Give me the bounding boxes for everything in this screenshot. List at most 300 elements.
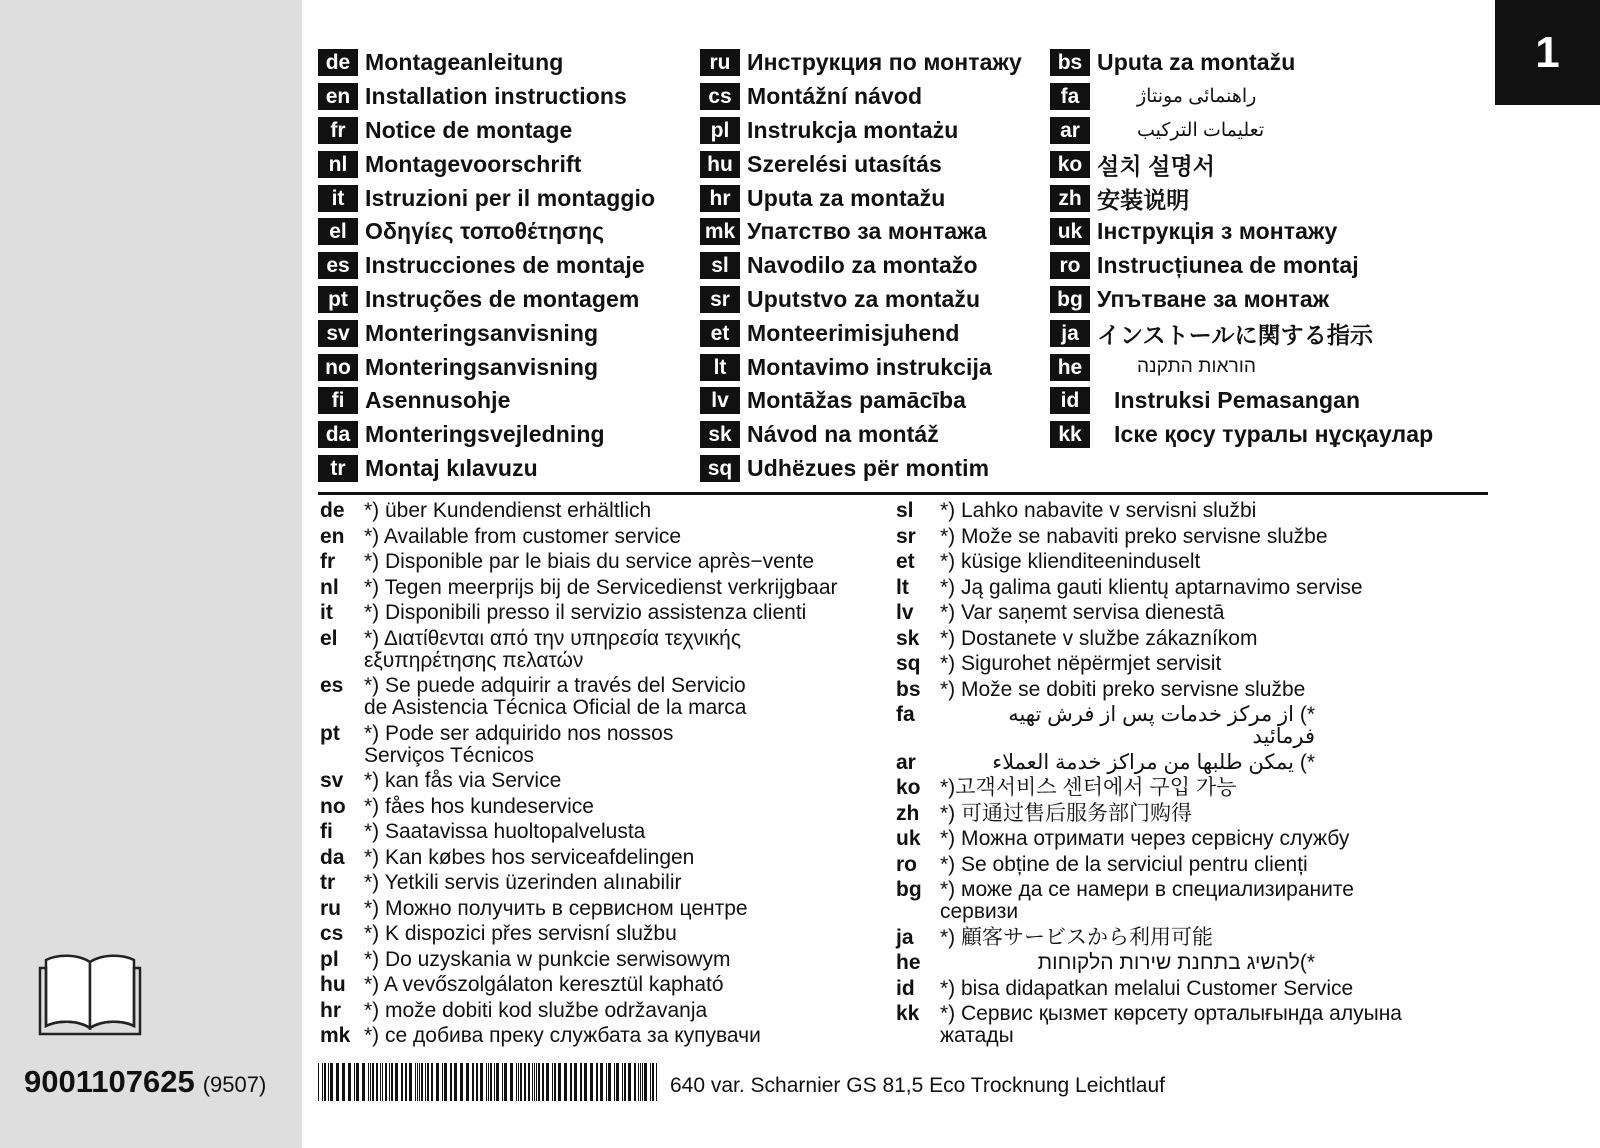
note-text: *) Se obține de la serviciul pentru clienți: [940, 852, 1308, 876]
language-code-badge: pl: [700, 117, 740, 144]
note-language-code: bs: [896, 677, 921, 701]
barcode-bar: [596, 1063, 598, 1101]
barcode-bar: [640, 1063, 641, 1101]
barcode-bar: [401, 1063, 403, 1101]
barcode-bar: [628, 1063, 631, 1101]
language-code-badge: ro: [1050, 252, 1090, 279]
language-entry-id: [1050, 384, 1433, 418]
language-entry-ja: [1050, 316, 1433, 350]
language-code-badge: it: [318, 185, 358, 212]
note-language-code: en: [320, 524, 345, 548]
note-text: *) Dostanete v službe zákazníkom: [940, 626, 1258, 650]
barcode-bar: [642, 1063, 643, 1101]
language-entry-zh: [1050, 181, 1433, 215]
part-number-value: 9001107625: [24, 1064, 195, 1099]
note-language-code: ru: [320, 896, 341, 920]
service-note-cs: [320, 923, 838, 945]
language-code-badge: no: [318, 354, 358, 381]
language-code-badge: ko: [1050, 151, 1090, 178]
language-title: Іске қосу туралы нұсқаулар: [1114, 421, 1434, 448]
note-text: *)고객서비스 센터에서 구입 가능: [940, 776, 1237, 799]
language-entry-ar: [1050, 114, 1433, 148]
barcode-bar: [524, 1063, 526, 1101]
service-note-et: [896, 551, 1402, 573]
barcode-bar: [538, 1063, 540, 1101]
language-code-badge: ja: [1050, 320, 1090, 347]
language-code-badge: sq: [700, 455, 740, 482]
barcode-bar: [480, 1063, 483, 1101]
language-code-badge: en: [318, 83, 358, 110]
note-language-code: da: [320, 845, 345, 869]
note-text: *) Available from customer service: [364, 524, 682, 548]
barcode-bar: [502, 1063, 503, 1101]
barcode-bar: [510, 1063, 513, 1101]
language-code-badge: hr: [700, 185, 740, 212]
language-entry-es: [318, 249, 655, 283]
note-text: *) Var saņemt servisa dienestā: [940, 601, 1225, 624]
service-note-id: [896, 978, 1402, 1000]
language-code-badge: da: [318, 421, 358, 448]
service-note-lv: [896, 602, 1402, 624]
barcode-bar: [614, 1063, 615, 1101]
note-language-code: pt: [320, 721, 340, 745]
language-code-badge: lv: [700, 387, 740, 414]
service-note-hu: [320, 974, 838, 996]
note-text: *) може да се намери в специализираните сервизи: [940, 878, 1354, 923]
barcode-bar: [552, 1063, 553, 1101]
language-code-badge: et: [700, 320, 740, 347]
note-text: *) küsige klienditeeninduselt: [940, 550, 1201, 573]
language-title: Udhëzues për montim: [747, 454, 990, 481]
note-language-code: nl: [320, 575, 339, 599]
service-notes-column-2: [896, 500, 1402, 1051]
language-title: Montāžas pamācība: [747, 387, 966, 414]
note-text: *) Sigurohet nëpërmjet servisit: [940, 652, 1222, 675]
language-code-badge: cs: [700, 83, 740, 110]
service-note-pt: [320, 723, 838, 767]
barcode-bar: [370, 1063, 371, 1101]
language-code-badge: mk: [700, 218, 740, 245]
service-note-ja: [896, 927, 1402, 949]
barcode-bar: [644, 1063, 647, 1101]
language-title: Istruzioni per il montaggio: [365, 184, 656, 211]
language-title: Instrucțiunea de montaj: [1097, 252, 1359, 279]
language-title: Упътване за монтаж: [1097, 285, 1330, 312]
note-text: *) Lahko nabavite v servisni službi: [940, 499, 1257, 522]
open-book-icon: [38, 952, 142, 1036]
note-text: *) Pode ser adquirido nos nossos Serviços Técnicos: [364, 721, 674, 767]
language-title: Monteerimisjuhend: [747, 319, 960, 346]
language-entry-sq: [700, 452, 1022, 486]
language-entry-uk: [1050, 215, 1433, 249]
note-text: *) се добива преку службата за купувачи: [364, 1024, 761, 1047]
language-title: 설치 설명서: [1097, 152, 1216, 179]
language-code-badge: ar: [1050, 117, 1090, 144]
note-text: *) Yetkili servis üzerinden alınabilir: [364, 871, 682, 894]
note-text: *) 顧客サービスから利用可能: [940, 925, 1213, 949]
note-text: *) Disponibili presso il servizio assistenza clienti: [364, 601, 807, 624]
note-language-code: ko: [896, 776, 921, 799]
language-entry-kk: [1050, 418, 1433, 452]
barcode-bar: [450, 1063, 452, 1101]
note-language-code: id: [896, 976, 915, 1000]
barcode-bar: [580, 1063, 582, 1101]
note-language-code: sk: [896, 626, 920, 650]
barcode-bar: [496, 1063, 499, 1101]
barcode-bar: [356, 1063, 359, 1101]
language-title: インストールに関する指示: [1097, 321, 1374, 348]
barcode-bar: [606, 1063, 607, 1101]
note-language-code: hr: [320, 998, 341, 1022]
note-language-code: sv: [320, 769, 344, 792]
note-text: *) über Kundendienst erhältlich: [364, 499, 652, 522]
barcode-bar: [431, 1063, 433, 1101]
barcode-bar: [634, 1063, 636, 1101]
note-text: *) Disponible par le biais du service après−vente: [364, 550, 814, 573]
language-title: Monteringsanvisning: [365, 353, 599, 380]
language-entry-he: [1050, 350, 1433, 384]
language-entry-pl: [700, 114, 1022, 148]
language-code-badge: sv: [318, 320, 358, 347]
note-language-code: lt: [896, 575, 909, 599]
note-text: *) Можна отримати через сервісну службу: [940, 827, 1350, 850]
language-entry-hr: [700, 181, 1022, 215]
barcode-bar: [488, 1063, 489, 1101]
note-language-code: sq: [896, 652, 921, 675]
service-note-kk: [896, 1003, 1402, 1047]
barcode: [318, 1063, 660, 1101]
language-titles-column-3: [1050, 46, 1433, 452]
service-note-nl: [320, 577, 838, 599]
service-note-tr: [320, 872, 838, 894]
language-entry-ru: [700, 46, 1022, 80]
language-entry-cs: [700, 80, 1022, 114]
note-language-code: he: [896, 951, 921, 974]
note-language-code: zh: [896, 801, 920, 825]
service-note-zh: [896, 803, 1402, 825]
part-number: [24, 1064, 266, 1100]
barcode-bar: [421, 1063, 423, 1101]
language-code-badge: de: [318, 49, 358, 76]
language-entry-pt: [318, 283, 655, 317]
barcode-bar: [348, 1063, 351, 1101]
barcode-bar: [336, 1063, 339, 1101]
language-code-badge: zh: [1050, 185, 1090, 212]
language-title: הוראות התקנה: [1137, 356, 1257, 378]
language-entry-tr: [318, 452, 655, 486]
language-title: Szerelési utasítás: [747, 150, 942, 177]
barcode-bar: [608, 1063, 611, 1101]
language-title: Інструкція з монтажу: [1097, 218, 1338, 245]
language-entry-bs: [1050, 46, 1433, 80]
barcode-bar: [368, 1063, 369, 1101]
service-note-he: [896, 952, 1402, 974]
note-language-code: ro: [896, 852, 917, 876]
language-entry-ko: [1050, 147, 1433, 181]
note-text: *) Можно получить в сервисном центре: [364, 896, 748, 920]
note-language-code: cs: [320, 922, 344, 945]
language-title: Montagevoorschrift: [365, 150, 582, 177]
page-number-tab: 1: [1495, 0, 1600, 105]
barcode-bar: [324, 1063, 326, 1101]
barcode-bar: [570, 1063, 572, 1101]
language-title: Návod na montáž: [747, 421, 939, 448]
note-language-code: no: [320, 794, 346, 818]
language-title: Monteringsanvisning: [365, 319, 599, 346]
note-language-code: fa: [896, 703, 915, 726]
barcode-bar: [534, 1063, 535, 1101]
language-code-badge: el: [318, 218, 358, 245]
language-code-badge: id: [1050, 387, 1090, 414]
language-entry-el: [318, 215, 655, 249]
language-entry-lv: [700, 384, 1022, 418]
language-title: Uputa za montažu: [747, 184, 946, 211]
language-title: Uputa za montažu: [1097, 49, 1296, 76]
language-title: Monteringsvejledning: [365, 421, 605, 448]
language-title: Uputstvo za montažu: [747, 285, 981, 312]
language-code-badge: tr: [318, 455, 358, 482]
barcode-bar: [532, 1063, 533, 1101]
barcode-bar: [600, 1063, 603, 1101]
note-language-code: mk: [320, 1024, 351, 1047]
barcode-bar: [656, 1063, 657, 1101]
barcode-bar: [328, 1063, 329, 1101]
service-note-pl: [320, 949, 838, 971]
note-language-code: de: [320, 499, 345, 522]
barcode-bar: [454, 1063, 457, 1101]
barcode-bar: [584, 1063, 587, 1101]
language-code-badge: fr: [318, 117, 358, 144]
note-language-code: hu: [320, 973, 346, 996]
language-title: Instruções de montagem: [365, 285, 640, 312]
service-note-lt: [896, 577, 1402, 599]
note-text: *) Сервис қызмет көрсету орталығында алуына жатады: [940, 1002, 1402, 1047]
barcode-bar: [322, 1063, 323, 1101]
service-note-bg: [896, 879, 1402, 923]
barcode-bar: [442, 1063, 443, 1101]
note-text: *) از مرکز خدمات پس از فرش تهیه فرمائید: [1008, 703, 1315, 748]
barcode-bar: [558, 1063, 561, 1101]
service-note-mk: [320, 1025, 838, 1047]
barcode-bar: [466, 1063, 469, 1101]
note-language-code: fi: [320, 820, 333, 843]
note-text: *) يمكن طلبها من مراكز خدمة العملاء: [992, 750, 1315, 774]
note-text: *)להשיג בתחנת שירות הלקוחות: [1037, 951, 1315, 974]
language-title: 安装说明: [1097, 186, 1190, 213]
language-entry-it: [318, 181, 655, 215]
note-language-code: es: [320, 674, 344, 697]
barcode-bar: [536, 1063, 537, 1101]
barcode-bar: [391, 1063, 393, 1101]
note-language-code: fr: [320, 550, 336, 573]
barcode-bar: [490, 1063, 492, 1101]
barcode-bar: [574, 1063, 577, 1101]
barcode-bar: [638, 1063, 639, 1101]
barcode-bar: [385, 1063, 387, 1101]
language-title: Montaj kılavuzu: [365, 454, 538, 481]
language-entry-sl: [700, 249, 1022, 283]
language-entry-lt: [700, 350, 1022, 384]
language-title: Instrucciones de montaje: [365, 252, 645, 279]
barcode-bar: [395, 1063, 398, 1101]
language-entry-bg: [1050, 283, 1433, 317]
note-language-code: tr: [320, 871, 336, 894]
language-titles-column-1: [318, 46, 655, 485]
barcode-bar: [504, 1063, 507, 1101]
service-note-en: [320, 526, 838, 548]
language-entry-de: [318, 46, 655, 80]
note-text: *) može dobiti kod službe održavanja: [364, 998, 708, 1022]
note-language-code: ja: [896, 925, 914, 949]
note-language-code: sr: [896, 524, 916, 548]
barcode-bar: [444, 1063, 447, 1101]
barcode-bar: [590, 1063, 593, 1101]
language-code-badge: fa: [1050, 83, 1090, 110]
language-title: Инструкция по монтажу: [747, 49, 1022, 76]
barcode-bar: [376, 1063, 378, 1101]
note-text: *) Ją galima gauti klientų aptarnavimo servise: [940, 575, 1363, 599]
note-text: *) Kan købes hos serviceafdelingen: [364, 845, 695, 869]
language-code-badge: bs: [1050, 49, 1090, 76]
note-language-code: it: [320, 601, 333, 624]
language-entry-nl: [318, 147, 655, 181]
barcode-bar: [564, 1063, 567, 1101]
note-language-code: lv: [896, 601, 914, 624]
language-entry-mk: [700, 215, 1022, 249]
note-text: *) Može se nabaviti preko servisne službe: [940, 524, 1328, 548]
note-language-code: ar: [896, 750, 916, 774]
language-title: Instruksi Pemasangan: [1114, 387, 1361, 414]
language-code-badge: lt: [700, 354, 740, 381]
barcode-bar: [652, 1063, 654, 1101]
part-number-version: (9507): [202, 1072, 267, 1097]
note-text: *) Διατίθενται από την υπηρεσία τεχνικής εξυπηρέτησης πελατών: [364, 626, 741, 672]
language-title: Asennusohje: [365, 387, 511, 414]
note-text: *) A vevőszolgálaton keresztül kapható: [364, 973, 724, 996]
service-notes-column-1: [320, 500, 838, 1051]
service-note-fi: [320, 821, 838, 843]
service-note-no: [320, 796, 838, 818]
barcode-bar: [518, 1063, 519, 1101]
barcode-bar: [419, 1063, 420, 1101]
barcode-bar: [425, 1063, 426, 1101]
barcode-bar: [460, 1063, 463, 1101]
language-entry-no: [318, 350, 655, 384]
service-note-ru: [320, 898, 838, 920]
service-note-sq: [896, 653, 1402, 675]
barcode-bar: [354, 1063, 355, 1101]
note-text: *) Tegen meerprijs bij de Servicedienst verkrijgbaar: [364, 575, 838, 599]
service-note-sl: [896, 500, 1402, 522]
barcode-bar: [472, 1063, 474, 1101]
language-entry-fr: [318, 114, 655, 148]
note-language-code: kk: [896, 1002, 920, 1025]
barcode-bar: [436, 1063, 439, 1101]
note-language-code: sl: [896, 499, 914, 522]
service-note-ar: [896, 752, 1402, 774]
service-note-fa: [896, 704, 1402, 748]
barcode-bar: [427, 1063, 429, 1101]
language-entry-sk: [700, 418, 1022, 452]
barcode-bar: [405, 1063, 407, 1101]
language-entry-da: [318, 418, 655, 452]
barcode-bar: [476, 1063, 478, 1101]
note-text: *) 可通过售后服务部门购得: [940, 801, 1192, 825]
product-description: 640 var. Scharnier GS 81,5 Eco Trocknung Leichtlauf: [670, 1074, 1165, 1097]
service-note-ro: [896, 854, 1402, 876]
language-entry-en: [318, 80, 655, 114]
service-note-ko: [896, 777, 1402, 799]
language-entry-sr: [700, 283, 1022, 317]
service-note-sv: [320, 770, 838, 792]
language-title: Notice de montage: [365, 116, 573, 143]
barcode-bar: [624, 1063, 626, 1101]
language-code-badge: sl: [700, 252, 740, 279]
barcode-bar: [520, 1063, 522, 1101]
barcode-bar: [342, 1063, 345, 1101]
note-text: *) K dispozici přes servisní službu: [364, 922, 677, 945]
barcode-bar: [616, 1063, 619, 1101]
service-note-es: [320, 675, 838, 719]
service-note-fr: [320, 551, 838, 573]
service-note-de: [320, 500, 838, 522]
barcode-bar: [380, 1063, 381, 1101]
language-code-badge: fi: [318, 387, 358, 414]
language-code-badge: hu: [700, 151, 740, 178]
note-text: *) Se puede adquirir a través del Servicio de Asistencia Técnica Oficial de la marca: [364, 674, 747, 719]
language-code-badge: he: [1050, 354, 1090, 381]
language-entry-sv: [318, 316, 655, 350]
language-entry-ro: [1050, 249, 1433, 283]
section-divider: [318, 492, 1488, 495]
language-code-badge: sr: [700, 286, 740, 313]
service-note-hr: [320, 1000, 838, 1022]
barcode-bar: [546, 1063, 549, 1101]
language-code-badge: pt: [318, 286, 358, 313]
barcode-bar: [389, 1063, 390, 1101]
language-code-badge: uk: [1050, 218, 1090, 245]
language-code-badge: ru: [700, 49, 740, 76]
note-text: *) Do uzyskania w punkcie serwisowym: [364, 947, 731, 971]
note-language-code: pl: [320, 947, 339, 971]
barcode-bar: [554, 1063, 556, 1101]
barcode-bar: [528, 1063, 530, 1101]
barcode-bar: [415, 1063, 416, 1101]
note-language-code: bg: [896, 878, 922, 901]
language-code-badge: sk: [700, 421, 740, 448]
language-entry-fi: [318, 384, 655, 418]
service-note-da: [320, 847, 838, 869]
note-text: *) bisa didapatkan melalui Customer Service: [940, 976, 1354, 1000]
service-note-it: [320, 602, 838, 624]
barcode-bar: [486, 1063, 487, 1101]
note-language-code: el: [320, 626, 338, 650]
note-language-code: uk: [896, 827, 921, 850]
language-title: Navodilo za montažo: [747, 252, 978, 279]
barcode-bar: [409, 1063, 412, 1101]
language-entry-hu: [700, 147, 1022, 181]
barcode-bar: [372, 1063, 374, 1101]
language-title: Installation instructions: [365, 83, 627, 110]
barcode-bar: [622, 1063, 623, 1101]
language-title: Montážní návod: [747, 83, 923, 110]
note-text: *) kan fås via Service: [364, 769, 562, 792]
language-title: Montavimo instrukcija: [747, 353, 992, 380]
service-note-sr: [896, 526, 1402, 548]
note-text: *) Saatavissa huoltopalvelusta: [364, 820, 646, 843]
language-title: Οδηγίες τοποθέτησης: [365, 218, 605, 245]
note-text: *) Može se dobiti preko servisne službe: [940, 677, 1306, 701]
